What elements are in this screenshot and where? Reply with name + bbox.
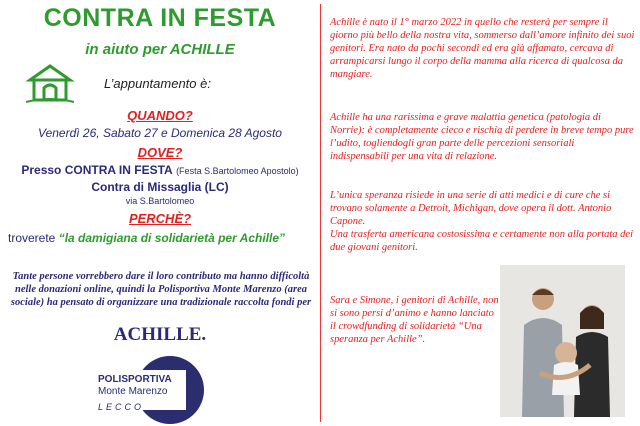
- where-heading: DOVE?: [137, 145, 183, 160]
- where-presso-note: (Festa S.Bartolomeo Apostolo): [176, 166, 299, 176]
- story-paragraph-1: Achille è nato il 1° marzo 2022 in quello che resterà per sempre il giorno più bello della nostra vita, sommerso dall’amore infinito dei suoi genitori. Era nato da pochi secondi ed era già affamato, cercava di arrampicarsi lungo il corpo della mamma alla ricerca di qualcosa da mangiare.: [330, 17, 635, 80]
- logo-line-2: Monte Marenzo: [98, 386, 168, 397]
- story-paragraph-2: Achille ha una rarissima e grave malattia genetica (patologia di Norrie): è completamente cieco e rischia di perdere in breve tempo pure l’udito, togliendogli gran parte delle percezioni sensoriali indispensabili per una vita di relazione.: [330, 112, 634, 162]
- where-presso-name: Presso CONTRA IN FESTA: [21, 163, 173, 177]
- logo-line-1: POLISPORTIVA: [98, 374, 172, 385]
- why-text: [8, 231, 320, 245]
- event-subtitle: in aiuto per ACHILLE: [85, 41, 235, 58]
- family-photo: [500, 265, 625, 417]
- why-prefix: troverete: [8, 231, 56, 245]
- event-title: CONTRA IN FESTA: [43, 4, 277, 32]
- appointment-label: L’appuntamento è:: [104, 76, 211, 91]
- achille-name: ACHILLE.: [113, 324, 207, 345]
- story-paragraph-4: Una trasferta americana costosissima e certamente non alla portata dei due giovani genitori.: [330, 229, 634, 253]
- church-logo-icon: [24, 62, 76, 106]
- flyer-right-panel: [322, 0, 640, 426]
- where-place: Contra di Missaglia (LC): [91, 180, 229, 194]
- polisportiva-logo: [94, 348, 224, 424]
- story-paragraph-5: Sara e Simone, i genitori di Achille, non si sono persi d’animo e hanno lanciato il crowdfunding di solidarietà “Una speranza per Achille”.: [330, 295, 499, 345]
- when-dates: Venerdì 26, Sabato 27 e Domenica 28 Agosto: [38, 126, 282, 140]
- where-presso: [0, 163, 320, 177]
- column-divider: [320, 4, 321, 422]
- fundraising-paragraph: Tante persone vorrebbero dare il loro contributo ma hanno difficoltà nelle donazioni online, quindi la Polisportiva Monte Marenzo (area sociale) ha pensato di organizzare una tradizionale raccolta fondi per: [10, 271, 312, 308]
- story-paragraph-3: L’unica speranza risiede in una serie di atti medici e di cure che si trovano solamente a Detroit, Michigan, dove opera il dott. Antonio Capone.: [330, 190, 612, 227]
- logo-line-3: LECCO: [98, 402, 145, 412]
- why-highlight: “la damigiana di solidarietà per Achille”: [58, 231, 285, 245]
- when-heading: QUANDO?: [127, 108, 193, 123]
- why-heading: PERCHÈ?: [128, 211, 192, 226]
- where-street: via S.Bartolomeo: [125, 196, 195, 206]
